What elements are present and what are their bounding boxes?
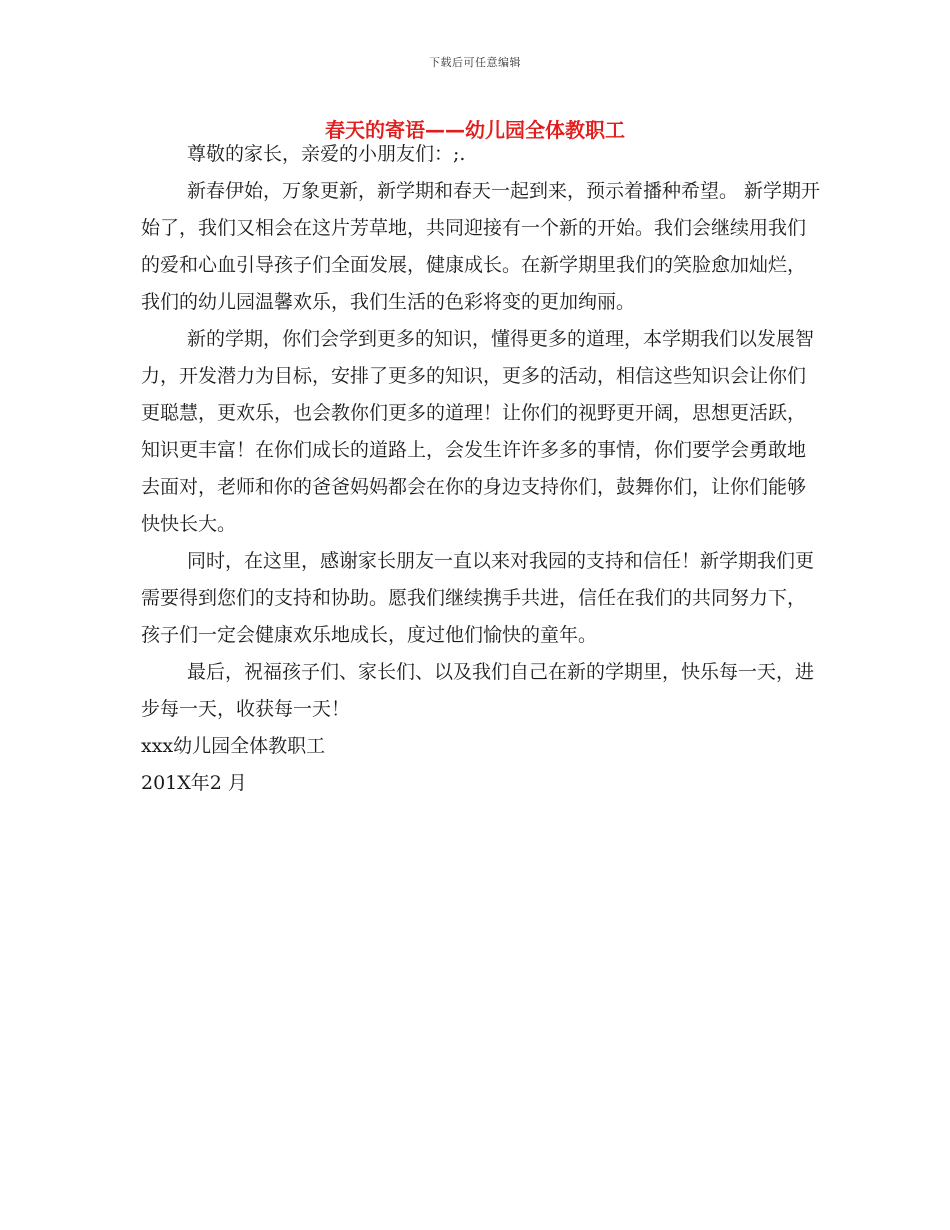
header-note: 下载后可任意编辑 [429,56,521,69]
paragraph-1: 新春伊始，万象更新，新学期和春天一起到来，预示着播种希望。 新学期开始了，我们又相会在这片芳草地，共同迎接有一个新的开始。我们会继续用我们的爱和心血引导孩子们全面发展，健康成长。在新学期里我们的笑脸愈加灿烂，我们的幼儿园温馨欢乐，我们生活的色彩将变的更加绚丽。 [141,180,821,313]
document-title: 春天的寄语——幼儿园全体教职工 [325,118,625,142]
document-body [141,136,821,802]
salutation: 尊敬的家长，亲爱的小朋友们：;. [187,143,466,165]
paragraph-2: 新的学期，你们会学到更多的知识，懂得更多的道理，本学期我们以发展智力，开发潜力为目标，安排了更多的知识，更多的活动，相信这些知识会让你们更聪慧，更欢乐，也会教你们更多的道理！让你们的视野更开阔，思想更活跃，知识更丰富！在你们成长的道路上，会发生许许多多的事情，你们要学会勇敢地去面对，老师和你的爸爸妈妈都会在你的身边支持你们，鼓舞你们，让你们能够快快长大。 [141,328,815,535]
paragraph-4: 最后，祝福孩子们、家长们、以及我们自己在新的学期里，快乐每一天，进步每一天，收获每一天！ [141,661,815,720]
paragraph-3: 同时，在这里，感谢家长朋友一直以来对我园的支持和信任！新学期我们更需要得到您们的支持和协助。愿我们继续携手共进，信任在我们的共同努力下，孩子们一定会健康欢乐地成长，度过他们愉快的童年。 [141,550,815,646]
date: 201X年2 月 [141,772,247,794]
signature: xxx幼儿园全体教职工 [141,735,326,757]
